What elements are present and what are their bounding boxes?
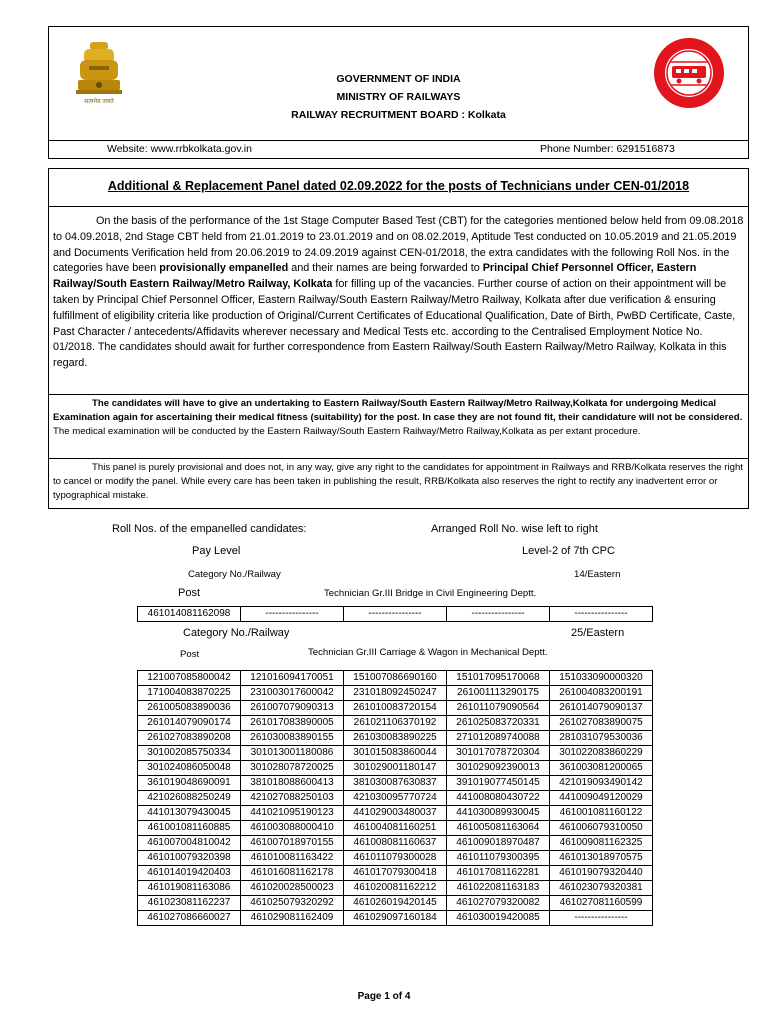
divider — [49, 206, 748, 207]
roll-number-cell: 361019048690091 — [138, 776, 241, 791]
roll-number-cell: 301029001180147 — [344, 761, 447, 776]
roll-number-cell: 461030019420085 — [447, 911, 550, 926]
para1-text: On the basis of the performance of the 1st Stage Computer Based Test (CBT) for the categories mentioned below held from 09.08.2018 to 04.09.2018, 2nd Stage CBT held from 21.01.2019 to 23.01.2019 and on 08.02.2019, Aptitude Test conducted on 10.05.2019 and 21.05.2019 and Documents Verification held from 20.06.2019 to 24.09.2019 against CEN-01/2018, the extra candidates with the following Roll Nos. in the categories have been — [53, 215, 744, 275]
roll-number-cell: 361003081200065 — [550, 761, 653, 776]
roll-number-cell: 151033090000320 — [550, 671, 653, 686]
roll-number-cell: 171004083870225 — [138, 686, 241, 701]
ministry-title: MINISTRY OF RAILWAYS — [336, 91, 461, 103]
divider — [49, 394, 748, 395]
roll-number-cell: 301024086050048 — [138, 761, 241, 776]
roll-table-category-25 — [137, 670, 653, 926]
roll-number-cell: 301017078720304 — [447, 746, 550, 761]
roll-number-cell: 461016081162178 — [241, 866, 344, 881]
roll-number-cell: 231003017600042 — [241, 686, 344, 701]
roll-number-cell: 461011079300395 — [447, 851, 550, 866]
header-box — [48, 26, 749, 141]
roll-number-cell: 461020081162212 — [344, 881, 447, 896]
roll-number-cell: 461001081160885 — [138, 821, 241, 836]
table-row — [138, 851, 653, 866]
table-row — [138, 791, 653, 806]
rrb-title: RAILWAY RECRUITMENT BOARD : Kolkata — [291, 109, 506, 121]
roll-number-cell: 421027088250103 — [241, 791, 344, 806]
roll-number-cell: 461017081162281 — [447, 866, 550, 881]
table-row — [138, 896, 653, 911]
roll-number-cell: 461010081163422 — [241, 851, 344, 866]
roll-number-cell: 381018088600413 — [241, 776, 344, 791]
pay-level-value: Level-2 of 7th CPC — [522, 545, 615, 557]
post-value: Technician Gr.III Carriage & Wagon in Mechanical Deptt. — [308, 647, 548, 658]
roll-number-cell: 461009081162325 — [550, 836, 653, 851]
roll-number-cell: ---------------- — [550, 607, 653, 622]
roll-number-cell: 261007079090313 — [241, 701, 344, 716]
roll-number-cell: 461009018970487 — [447, 836, 550, 851]
roll-number-cell: 461027086660027 — [138, 911, 241, 926]
roll-number-cell: 461003088000410 — [241, 821, 344, 836]
roll-number-cell: 441021095190123 — [241, 806, 344, 821]
roll-number-cell: 301015083860044 — [344, 746, 447, 761]
notice-paragraph-2 — [53, 397, 745, 440]
national-emblem-icon — [74, 40, 124, 106]
para2-text: The medical examination will be conducted by the Eastern Railway/South Eastern Railway/Metro Railway,Kolkata as per extant procedure. — [53, 426, 641, 438]
roll-number-cell: 461007018970155 — [241, 836, 344, 851]
roll-number-cell: 461014081162098 — [138, 607, 241, 622]
govt-title: GOVERNMENT OF INDIA — [336, 73, 461, 85]
table-row — [138, 686, 653, 701]
roll-number-cell: 261004083200191 — [550, 686, 653, 701]
category-value: 14/Eastern — [574, 569, 621, 580]
roll-number-cell: 441029003480037 — [344, 806, 447, 821]
roll-label: Roll Nos. of the empanelled candidates: — [112, 523, 307, 535]
roll-number-cell: 461014019420403 — [138, 866, 241, 881]
roll-number-cell: 461029097160184 — [344, 911, 447, 926]
roll-number-cell: 461008081160637 — [344, 836, 447, 851]
roll-number-cell: 301028078720025 — [241, 761, 344, 776]
roll-number-cell: 461027081160599 — [550, 896, 653, 911]
pay-level-label: Pay Level — [192, 545, 241, 557]
post-label: Post — [180, 649, 200, 660]
roll-number-cell: 391019077450145 — [447, 776, 550, 791]
roll-number-cell: 261010083720154 — [344, 701, 447, 716]
category-label: Category No./Railway — [183, 627, 290, 639]
table-row — [138, 607, 653, 622]
roll-number-cell: 121007085800042 — [138, 671, 241, 686]
roll-number-cell: 421019093490142 — [550, 776, 653, 791]
arranged-label: Arranged Roll No. wise left to right — [431, 523, 598, 535]
roll-number-cell: 441008080430722 — [447, 791, 550, 806]
table-row — [138, 911, 653, 926]
roll-number-cell: 461029081162409 — [241, 911, 344, 926]
roll-number-cell: 461019081163086 — [138, 881, 241, 896]
roll-number-cell: 441013079430045 — [138, 806, 241, 821]
roll-number-cell: 461027079320082 — [447, 896, 550, 911]
roll-number-cell: ---------------- — [241, 607, 344, 622]
phone-text: Phone Number: 6291516873 — [540, 143, 675, 155]
roll-number-cell: 301022083860229 — [550, 746, 653, 761]
roll-number-cell: 461007004810042 — [138, 836, 241, 851]
roll-number-cell: 461004081160251 — [344, 821, 447, 836]
table-row — [138, 821, 653, 836]
roll-number-cell: 281031079530036 — [550, 731, 653, 746]
roll-number-cell: 151007086690160 — [344, 671, 447, 686]
roll-number-cell: 381030087630837 — [344, 776, 447, 791]
roll-number-cell: 461025079320292 — [241, 896, 344, 911]
roll-number-cell: 261001113290175 — [447, 686, 550, 701]
table-row — [138, 701, 653, 716]
roll-number-cell: 301002085750334 — [138, 746, 241, 761]
table-row — [138, 671, 653, 686]
notice-paragraph-3: This panel is purely provisional and does not, in any way, give any right to the candidates for appointment in Railways and RRB/Kolkata reserves the right to cancel or modify the panel. While every care has been taken in publishing the result, RRB/Kolkata also reserves the right to rectify any inadvertent error or typographical mistake. — [53, 462, 743, 502]
roll-number-cell: 461020028500023 — [241, 881, 344, 896]
table-row — [138, 716, 653, 731]
table-row — [138, 731, 653, 746]
roll-number-cell: 461023081162237 — [138, 896, 241, 911]
indian-railways-logo-icon — [650, 36, 728, 110]
roll-number-cell: ---------------- — [344, 607, 447, 622]
roll-number-cell: 461023079320381 — [550, 881, 653, 896]
para2-bold: The candidates will have to give an undertaking to Eastern Railway/South Eastern Railway/Metro Railway,Kolkata for undergoing Medical Examination again for ascertaining their medical fitness (suitability) for the post. In case they are not found fit, their candidature will not be considered. — [53, 398, 743, 424]
roll-number-cell: 261021106370192 — [344, 716, 447, 731]
contact-row — [48, 141, 749, 159]
notice-paragraph-1 — [53, 214, 745, 372]
notice-box — [48, 168, 749, 509]
table-row — [138, 881, 653, 896]
page-number: Page 1 of 4 — [357, 991, 411, 1002]
roll-number-cell: 121016094170051 — [241, 671, 344, 686]
roll-number-cell: 461005081163064 — [447, 821, 550, 836]
roll-number-cell: 461026019420145 — [344, 896, 447, 911]
roll-number-cell: 461022081163183 — [447, 881, 550, 896]
roll-number-cell: 461010079320398 — [138, 851, 241, 866]
roll-number-cell: 151017095170068 — [447, 671, 550, 686]
table-row — [138, 836, 653, 851]
roll-number-cell: 261011079090564 — [447, 701, 550, 716]
roll-number-cell: ---------------- — [550, 911, 653, 926]
para1-bold-pcpo: Principal Chief Personnel Officer, Eastern Railway/South Eastern Railway/Metro Railway, Kolkata — [53, 262, 697, 291]
roll-number-cell: 261030083890155 — [241, 731, 344, 746]
svg-text:सत्यमेव जयते: सत्यमेव जयते — [84, 98, 114, 105]
category-label: Category No./Railway — [188, 569, 281, 580]
roll-number-cell: 261027083890208 — [138, 731, 241, 746]
roll-table-category-14 — [137, 606, 653, 622]
roll-number-cell: 261014079090137 — [550, 701, 653, 716]
table-row — [138, 776, 653, 791]
roll-number-cell: 231018092450247 — [344, 686, 447, 701]
roll-number-cell: 461017079300418 — [344, 866, 447, 881]
roll-number-cell: 421026088250249 — [138, 791, 241, 806]
para1-bold-empanelled: provisionally empanelled — [159, 262, 289, 275]
post-label: Post — [178, 587, 201, 599]
para1-text-2: and their names are being forwarded to — [288, 262, 483, 275]
roll-number-cell: 261030083890225 — [344, 731, 447, 746]
roll-number-cell: 261014079090174 — [138, 716, 241, 731]
roll-number-cell: 461013018970575 — [550, 851, 653, 866]
roll-number-cell: 301013001180086 — [241, 746, 344, 761]
roll-number-cell: 261025083720331 — [447, 716, 550, 731]
table-row — [138, 806, 653, 821]
roll-number-cell: 461001081160122 — [550, 806, 653, 821]
table-row — [138, 866, 653, 881]
notice-title: Additional & Replacement Panel dated 02.09.2022 for the posts of Technicians under CEN-01/2018 — [107, 179, 690, 193]
roll-number-cell: 261005083890036 — [138, 701, 241, 716]
roll-number-cell: 271012089740088 — [447, 731, 550, 746]
roll-number-cell: 441009049120029 — [550, 791, 653, 806]
para1-text-3: for filling up of the vacancies. Further course of action on their appointment will be taken by Principal Chief Personnel Officer, Eastern Railway/South Eastern Railway/Metro Railway, Kolkata after due verification & ensuring fulfillment of eligibility criteria like production of Original/Current Certificates of Educational Qualification, Date of Birth, PwBD Certificate, Caste, Past Character / antecedents/Affidavits wherever necessary and Medical Tests etc. according to the Centralised Employment Notice No. 01/2018. The candidates should await for further correspondence from Eastern Railway/South Eastern Railway/Metro Railway, Kolkata in this regard. — [53, 278, 736, 370]
roll-number-cell: 301029092390013 — [447, 761, 550, 776]
roll-number-cell: ---------------- — [447, 607, 550, 622]
roll-number-cell: 421030095770724 — [344, 791, 447, 806]
website-text: Website: www.rrbkolkata.gov.in — [107, 143, 252, 155]
divider — [49, 458, 748, 459]
roll-number-cell: 261027083890075 — [550, 716, 653, 731]
post-value: Technician Gr.III Bridge in Civil Engineering Deptt. — [324, 588, 537, 599]
roll-number-cell: 461011079300028 — [344, 851, 447, 866]
roll-number-cell: 461019079320440 — [550, 866, 653, 881]
table-row — [138, 746, 653, 761]
roll-number-cell: 261017083890005 — [241, 716, 344, 731]
roll-number-cell: 441030089930045 — [447, 806, 550, 821]
roll-number-cell: 461006079310050 — [550, 821, 653, 836]
table-row — [138, 761, 653, 776]
category-value: 25/Eastern — [571, 627, 625, 639]
